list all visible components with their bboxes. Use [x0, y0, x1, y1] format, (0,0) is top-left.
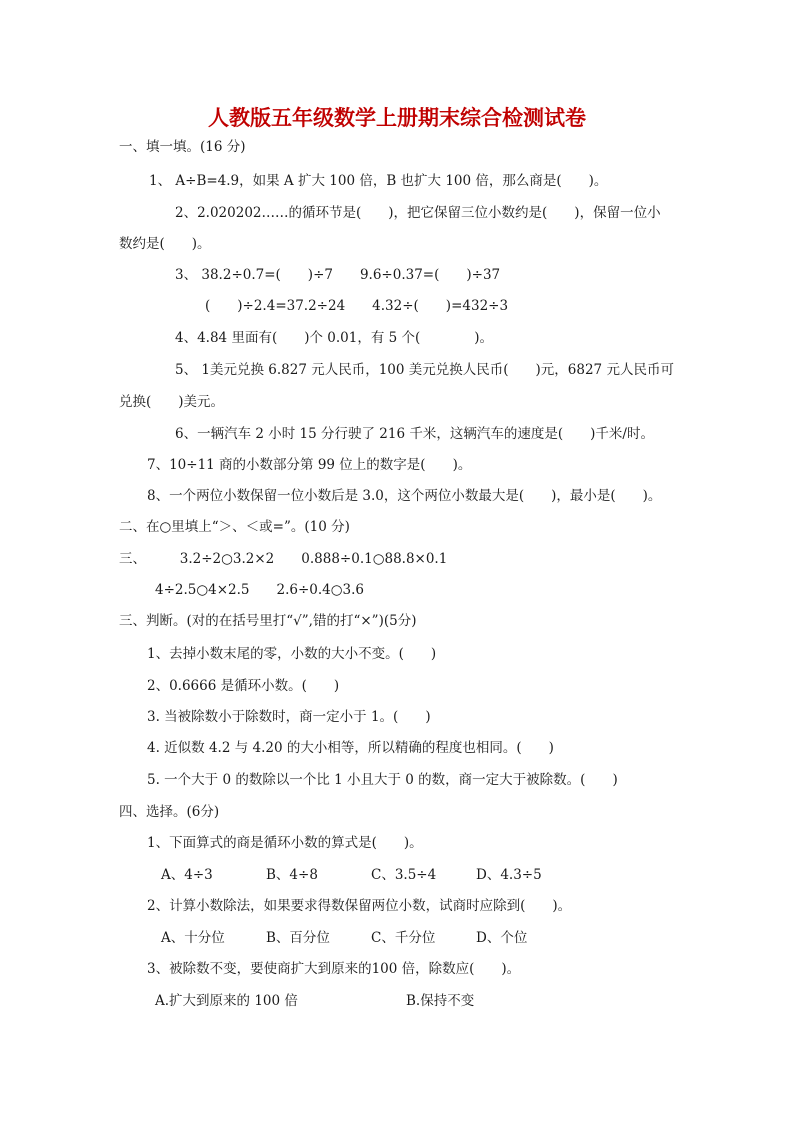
s2-row-2: 4÷2.5○4×2.5 2.6÷0.4○3.6 — [155, 582, 365, 598]
s4-q3-option-b: B.保持不变 — [406, 993, 475, 1009]
s3-question-5: 5. 一个大于 0 的数除以一个比 1 小且大于 0 的数，商一定大于被除数。( ) — [147, 772, 618, 788]
s4-question-1: 1、下面算式的商是循环小数的算式是( )。 — [147, 835, 423, 851]
s4-question-2: 2、计算小数除法，如果要求得数保留两位小数，试商时应除到( )。 — [147, 898, 572, 914]
s4-q2-option-a: A、十分位 — [161, 930, 225, 946]
s4-q1-option-d: D、4.3÷5 — [476, 867, 542, 883]
section4-heading: 四、选择。(6分) — [119, 804, 220, 820]
s4-q1-option-a: A、4÷3 — [161, 867, 213, 883]
s3-question-2: 2、0.6666 是循环小数。( ) — [147, 678, 340, 694]
s3-question-3: 3. 当被除数小于除数时，商一定小于 1。( ) — [147, 709, 431, 725]
s1-question-3-line2: ( )÷2.4=37.2÷24 4.32÷( )=432÷3 — [205, 298, 509, 314]
s1-question-8: 8、一个两位小数保留一位小数后是 3.0，这个两位小数最大是( )，最小是( )。 — [147, 488, 662, 504]
s1-question-5-line2: 兑换( )美元。 — [119, 394, 225, 410]
section2-heading: 二、在○里填上“＞、＜或=”。(10 分) — [119, 519, 350, 535]
section3-heading: 三、判断。(对的在括号里打“√”,错的打“×”)(5分) — [119, 613, 417, 629]
s1-question-5-line1: 5、 1美元兑换 6.827 元人民币，100 美元兑换人民币( )元，6827 元人民币可 — [175, 362, 674, 378]
s1-question-2-line1: 2、2.020202……的循环节是( )，把它保留三位小数约是( )，保留一位小 — [175, 205, 661, 221]
s1-question-4: 4、4.84 里面有( )个 0.01，有 5 个( )。 — [175, 330, 494, 346]
s1-question-6: 6、一辆汽车 2 小时 15 分行驶了 216 千米，这辆汽车的速度是( )千米/时。 — [175, 426, 654, 442]
s4-q2-option-d: D、个位 — [476, 930, 528, 946]
s4-question-3: 3、被除数不变，要使商扩大到原来的100 倍，除数应( )。 — [147, 961, 521, 977]
exam-title: 人教版五年级数学上册期末综合检测试卷 — [208, 105, 586, 130]
section1-heading: 一、填一填。(16 分) — [119, 139, 246, 155]
s1-question-3-line1: 3、 38.2÷0.7=( )÷7 9.6÷0.37=( )÷37 — [175, 267, 501, 283]
s4-q2-option-b: B、百分位 — [266, 930, 330, 946]
s1-question-7: 7、10÷11 商的小数部分第 99 位上的数字是( )。 — [147, 457, 472, 473]
s2-row-1: 三、 3.2÷2○3.2×2 0.888÷0.1○88.8×0.1 — [119, 551, 448, 567]
s3-question-1: 1、去掉小数末尾的零，小数的大小不变。( ) — [147, 646, 437, 662]
s4-q1-option-b: B、4÷8 — [266, 867, 318, 883]
s4-q2-option-c: C、千分位 — [371, 930, 436, 946]
s1-question-1: 1、 A÷B=4.9，如果 A 扩大 100 倍，B 也扩大 100 倍，那么商是( )。 — [149, 173, 608, 189]
s4-q1-option-c: C、3.5÷4 — [371, 867, 437, 883]
s4-q3-option-a: A.扩大到原来的 100 倍 — [155, 993, 298, 1009]
s3-question-4: 4. 近似数 4.2 与 4.20 的大小相等，所以精确的程度也相同。( ) — [147, 740, 554, 756]
s1-question-2-line2: 数约是( )。 — [119, 236, 211, 252]
